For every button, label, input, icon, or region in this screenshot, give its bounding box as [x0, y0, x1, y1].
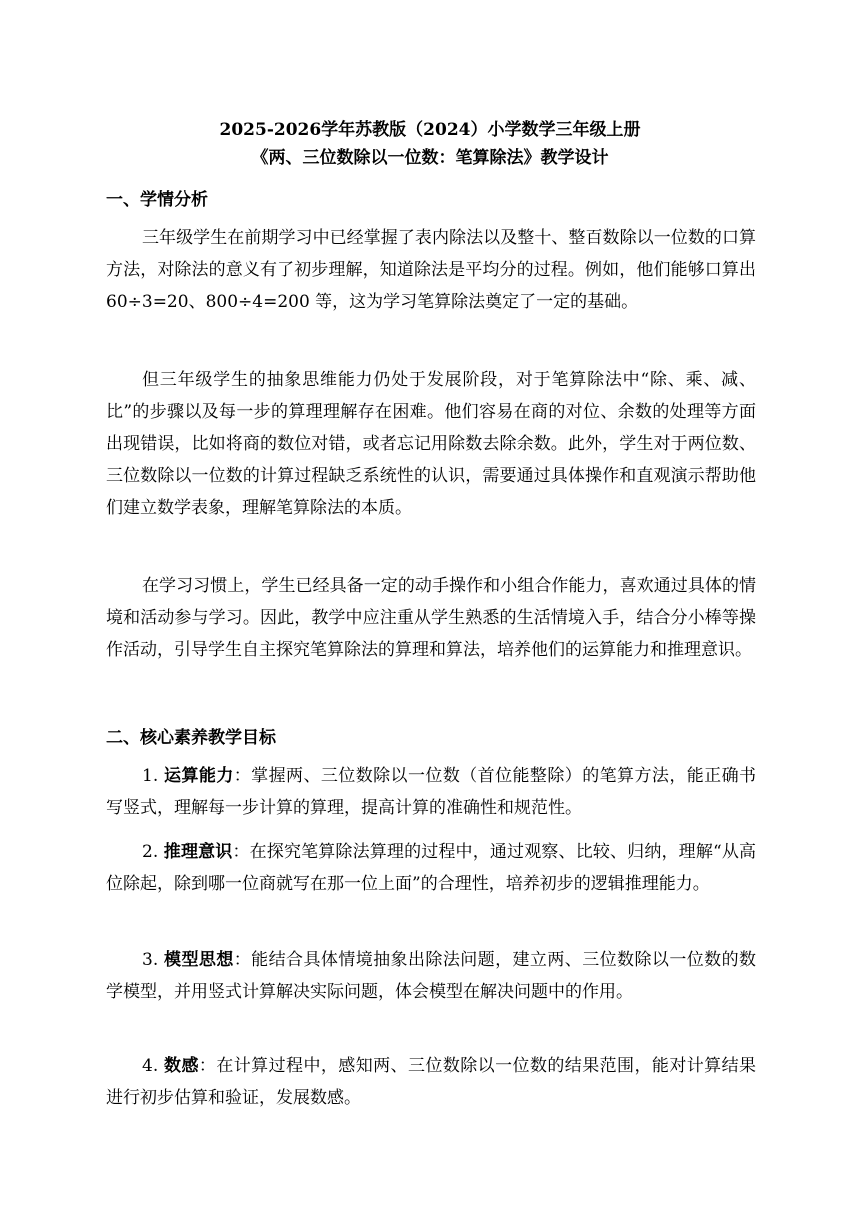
goal-label: 运算能力	[164, 766, 234, 786]
goal-label: 数感	[164, 1056, 199, 1076]
section-heading-goals: 二、核心素养教学目标	[106, 728, 276, 748]
document-title	[100, 116, 760, 172]
analysis-paragraph-2: 但三年级学生的抽象思维能力仍处于发展阶段，对于笔算除法中“除、乘、减、比”的步骤以及每一步的算理理解存在困难。他们容易在商的对位、余数的处理等方面出现错误，比如将商的数位对错，或者忘记用除数去除余数。此外，学生对于两位数、三位数除以一位数的计算过程缺乏系统性的认识，需要通过具体操作和直观演示帮助他们建立数学表象，理解笔算除法的本质。	[106, 370, 756, 518]
analysis-paragraph-1: 三年级学生在前期学习中已经掌握了表内除法以及整十、整百数除以一位数的口算方法，对除法的意义有了初步理解，知道除法是平均分的过程。例如，他们能够口算出 60÷3=20、800÷4=200 等，这为学习笔算除法奠定了一定的基础。	[106, 228, 756, 312]
title-line-1: 2025-2026学年苏教版（2024）小学数学三年级上册	[219, 120, 641, 140]
goal-number: 2.	[142, 842, 164, 862]
goal-label: 推理意识	[163, 842, 233, 862]
goal-item	[106, 944, 756, 1008]
goal-item	[106, 760, 756, 824]
goal-item	[106, 836, 756, 900]
goal-label: 模型思想	[164, 950, 234, 970]
goal-number: 4.	[142, 1056, 165, 1076]
goal-text: ：能结合具体情境抽象出除法问题，建立两、三位数除以一位数的数学模型，并用竖式计算解决实际问题，体会模型在解决问题中的作用。	[106, 950, 757, 1002]
goal-text: ：在计算过程中，感知两、三位数除以一位数的结果范围，能对计算结果进行初步估算和验证，发展数感。	[106, 1056, 757, 1108]
goal-text: ：在探究笔算除法算理的过程中，通过观察、比较、归纳，理解“从高位除起，除到哪一位商就写在那一位上面”的合理性，培养初步的逻辑推理能力。	[106, 842, 757, 894]
analysis-paragraph-3: 在学习习惯上，学生已经具备一定的动手操作和小组合作能力，喜欢通过具体的情境和活动参与学习。因此，教学中应注重从学生熟悉的生活情境入手，结合分小棒等操作活动，引导学生自主探究笔算除法的算理和算法，培养他们的运算能力和推理意识。	[106, 576, 756, 660]
title-line-2: 《两、三位数除以一位数：笔算除法》教学设计	[251, 148, 609, 168]
goal-number: 3.	[142, 950, 165, 970]
goal-item	[106, 1050, 756, 1114]
goal-text: ：掌握两、三位数除以一位数（首位能整除）的笔算方法，能正确书写竖式，理解每一步计算的算理，提高计算的准确性和规范性。	[106, 766, 757, 818]
section-heading-analysis: 一、学情分析	[106, 190, 208, 210]
goal-number: 1.	[142, 766, 165, 786]
